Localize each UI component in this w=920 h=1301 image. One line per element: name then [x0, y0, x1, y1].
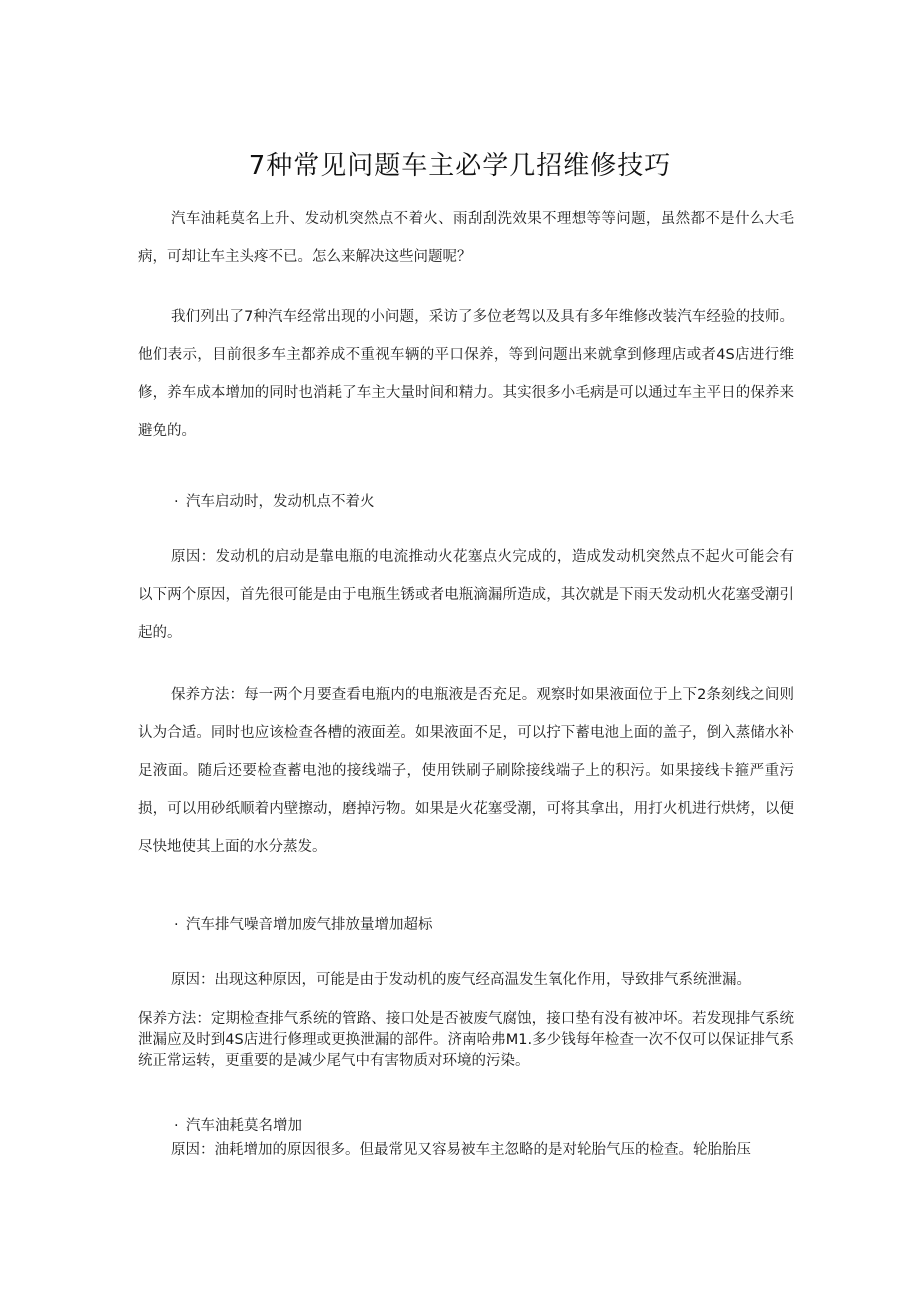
section-heading-text: 汽车油耗莫名增加 [186, 1118, 302, 1134]
bullet-marker: · [174, 1118, 179, 1134]
section-heading-exhaust [174, 914, 433, 936]
section-cause-paragraph: 原因：油耗增加的原因很多。但最常见又容易被车主忽略的是对轮胎气压的检查。轮胎胎压 [171, 1142, 751, 1158]
intro-paragraph: 汽车油耗莫名上升、发动机突然点不着火、雨刮刮洗效果不理想等等问题，虽然都不是什么大毛病，可却让车主头疼不已。怎么来解决这些问题呢？ [138, 211, 794, 265]
section-method-paragraph: 保养方法：每一两个月要查看电瓶内的电瓶液是否充足。观察时如果液面位于上下2条刻线之间则认为合适。同时也应该检查各槽的液面差。如果液面不足，可以拧下蓄电池上面的盖子，倒入蒸储水补足液面。随后还要检查蓄电池的接线端子，使用铁刷子刷除接线端子上的积污。如果接线卡箍严重污损，可以用砂纸顺着内壁擦动，磨掉污物。如果是火花塞受潮，可将其拿出，用打火机进行烘烤，以便尽快地使其上面的水分蒸发。 [138, 687, 794, 855]
document-title: 7种常见问题车主必学几招维修技巧 [248, 151, 672, 181]
section-heading-text: 汽车排气噪音增加废气排放量增加超标 [186, 917, 433, 933]
section-cause-paragraph: 原因：发动机的启动是靠电瓶的电流推动火花塞点火完成的，造成发动机突然点不起火可能会有以下两个原因，首先很可能是由于电瓶生锈或者电瓶滴漏所造成，其次就是下雨天发动机火花塞受潮引起的。 [138, 549, 794, 641]
bullet-marker: · [174, 494, 179, 510]
section-heading-text: 汽车启动时，发动机点不着火 [186, 494, 375, 510]
overview-paragraph: 我们列出了7种汽车经常出现的小问题，采访了多位老驾以及具有多年维修改装汽车经验的技师。他们表示，目前很多车主都养成不重视车辆的平口保养，等到问题出来就拿到修理店或者4S店进行维修，养车成本增加的同时也消耗了车主大量时间和精力。其实很多小毛病是可以通过车主平日的保养来避免的。 [138, 309, 794, 439]
section-cause-paragraph: 原因：出现这种原因，可能是由于发动机的废气经高温发生氧化作用，导致排气系统泄漏。 [171, 972, 751, 988]
section-method-paragraph: 保养方法：定期检查排气系统的管路、接口处是否被废气腐蚀，接口垫有没有被冲坏。若发现排气系统泄漏应及时到4S店进行修理或更换泄漏的部件。济南哈弗M1.多少钱每年检查一次不仅可以保证排气系统正常运转，更重要的是减少尾气中有害物质对环境的污染。 [138, 1011, 794, 1069]
bullet-marker: · [174, 917, 179, 933]
section-heading-engine-start [174, 491, 375, 513]
